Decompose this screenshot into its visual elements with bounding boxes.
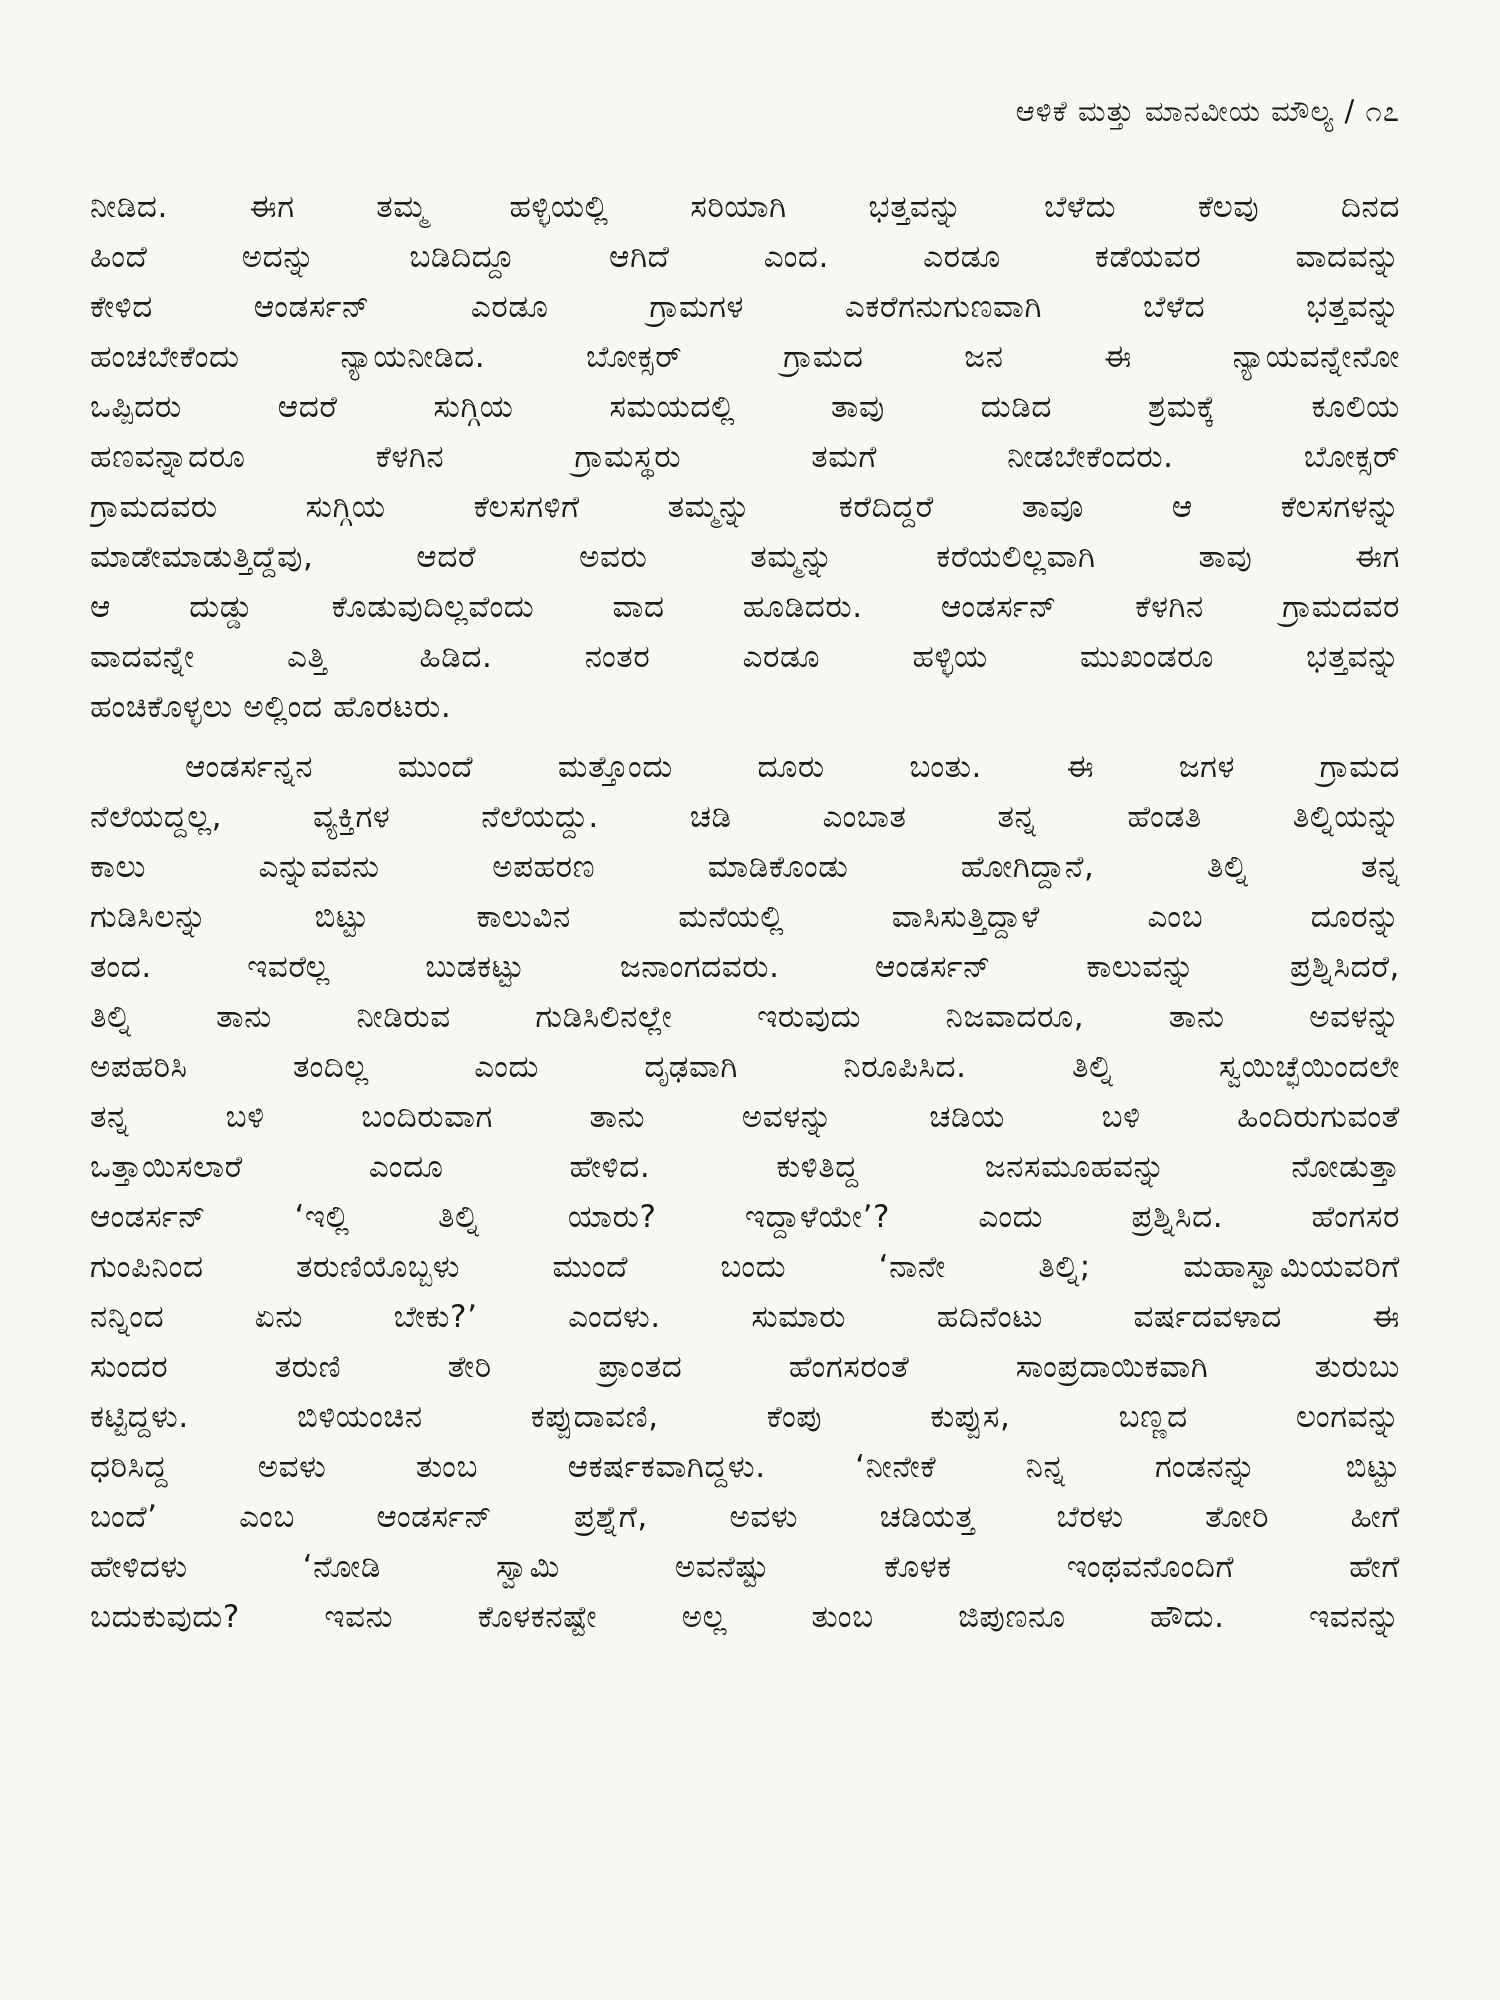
text-line: ತಂದ. ಇವರೆಲ್ಲ ಬುಡಕಟ್ಟು ಜನಾಂಗದವರು. ಆಂಡರ್ಸನ್ ಕಾಲುವನ್ನು ಪ್ರಶ್ನಿಸಿದರೆ, xyxy=(90,949,1400,985)
text-line: ಕೇಳಿದ ಆಂಡರ್ಸನ್ ಎರಡೂ ಗ್ರಾಮಗಳ ಎಕರೆಗನುಗುಣವಾಗಿ ಬೆಳೆದ ಭತ್ತವನ್ನು xyxy=(90,289,1400,325)
text-line: ಗ್ರಾಮದವರು ಸುಗ್ಗಿಯ ಕೆಲಸಗಳಿಗೆ ತಮ್ಮನ್ನು ಕರೆದಿದ್ದರೆ ತಾವೂ ಆ ಕೆಲಸಗಳನ್ನು xyxy=(90,489,1400,525)
text-line: ನೆಲೆಯದ್ದಲ್ಲ, ವ್ಯಕ್ತಿಗಳ ನೆಲೆಯದ್ದು. ಚಡಿ ಎಂಬಾತ ತನ್ನ ಹೆಂಡತಿ ತಿಲ್ನಿಯನ್ನು xyxy=(90,799,1400,835)
text-line: ಧರಿಸಿದ್ದ ಅವಳು ತುಂಬ ಆಕರ್ಷಕವಾಗಿದ್ದಳು. ‘ನೀನೇಕೆ ನಿನ್ನ ಗಂಡನನ್ನು ಬಿಟ್ಟು xyxy=(90,1449,1400,1485)
paragraph-2 xyxy=(90,742,1400,1642)
text-line: ತಿಲ್ನಿ ತಾನು ನೀಡಿರುವ ಗುಡಿಸಿಲಿನಲ್ಲೇ ಇರುವುದು ನಿಜವಾದರೂ, ತಾನು ಅವಳನ್ನು xyxy=(90,999,1400,1035)
text-line: ಬದುಕುವುದು? ಇವನು ಕೊಳಕನಷ್ಟೇ ಅಲ್ಲ ತುಂಬ ಜಿಪುಣನೂ ಹೌದು. ಇವನನ್ನು xyxy=(90,1599,1400,1635)
text-line: ಆಂಡರ್ಸನ್ನನ ಮುಂದೆ ಮತ್ತೊಂದು ದೂರು ಬಂತು. ಈ ಜಗಳ ಗ್ರಾಮದ xyxy=(185,749,1400,785)
text-line: ಸುಂದರ ತರುಣಿ ತೇರಿ ಪ್ರಾಂತದ ಹೆಂಗಸರಂತೆ ಸಾಂಪ್ರದಾಯಿಕವಾಗಿ ತುರುಬು xyxy=(90,1349,1400,1385)
text-line: ಒತ್ತಾಯಿಸಲಾರೆ ಎಂದೂ ಹೇಳಿದ. ಕುಳಿತಿದ್ದ ಜನಸಮೂಹವನ್ನು ನೋಡುತ್ತಾ xyxy=(90,1149,1400,1185)
text-line: ನನ್ನಿಂದ ಏನು ಬೇಕು?’ ಎಂದಳು. ಸುಮಾರು ಹದಿನೆಂಟು ವರ್ಷದವಳಾದ ಈ xyxy=(90,1299,1400,1335)
text-line: ಕಟ್ಟಿದ್ದಳು. ಬಿಳಿಯಂಚಿನ ಕಪ್ಪುದಾವಣಿ, ಕೆಂಪು ಕುಪ್ಪುಸ, ಬಣ್ಣದ ಲಂಗವನ್ನು xyxy=(90,1399,1400,1435)
paragraph-1 xyxy=(90,182,1400,732)
text-line: ಹಂಚಬೇಕೆಂದು ನ್ಯಾಯನೀಡಿದ. ಬೋಕ್ಸರ್ ಗ್ರಾಮದ ಜನ ಈ ನ್ಯಾಯವನ್ನೇನೋ xyxy=(90,339,1400,375)
text-line: ಬಂದೆ’ ಎಂಬ ಆಂಡರ್ಸನ್ ಪ್ರಶ್ನೆಗೆ, ಅವಳು ಚಡಿಯತ್ತ ಬೆರಳು ತೋರಿ ಹೀಗೆ xyxy=(90,1499,1400,1535)
text-line: ಮಾಡೇಮಾಡುತ್ತಿದ್ದೆವು, ಆದರೆ ಅವರು ತಮ್ಮನ್ನು ಕರೆಯಲಿಲ್ಲವಾಗಿ ತಾವು ಈಗ xyxy=(90,539,1400,575)
text-line: ಹಣವನ್ನಾದರೂ ಕೆಳಗಿನ ಗ್ರಾಮಸ್ಥರು ತಮಗೆ ನೀಡಬೇಕೆಂದರು. ಬೋಕ್ಸರ್ xyxy=(90,439,1400,475)
text-line: ಅಪಹರಿಸಿ ತಂದಿಲ್ಲ ಎಂದು ದೃಢವಾಗಿ ನಿರೂಪಿಸಿದ. ತಿಲ್ನಿ ಸ್ವಯಿಚ್ಛೆಯಿಂದಲೇ xyxy=(90,1049,1400,1085)
text-line: ಕಾಲು ಎನ್ನುವವನು ಅಪಹರಣ ಮಾಡಿಕೊಂಡು ಹೋಗಿದ್ದಾನೆ, ತಿಲ್ನಿ ತನ್ನ xyxy=(90,849,1400,885)
text-line: ಆಂಡರ್ಸನ್ ‘ಇಲ್ಲಿ ತಿಲ್ನಿ ಯಾರು? ಇದ್ದಾಳೆಯೇ’? ಎಂದು ಪ್ರಶ್ನಿಸಿದ. ಹೆಂಗಸರ xyxy=(90,1199,1400,1235)
text-line: ಗುಡಿಸಿಲನ್ನು ಬಿಟ್ಟು ಕಾಲುವಿನ ಮನೆಯಲ್ಲಿ ವಾಸಿಸುತ್ತಿದ್ದಾಳೆ ಎಂಬ ದೂರನ್ನು xyxy=(90,899,1400,935)
text-line: ಒಪ್ಪಿದರು ಆದರೆ ಸುಗ್ಗಿಯ ಸಮಯದಲ್ಲಿ ತಾವು ದುಡಿದ ಶ್ರಮಕ್ಕೆ ಕೂಲಿಯ xyxy=(90,389,1400,425)
text-line: ವಾದವನ್ನೇ ಎತ್ತಿ ಹಿಡಿದ. ನಂತರ ಎರಡೂ ಹಳ್ಳಿಯ ಮುಖಂಡರೂ ಭತ್ತವನ್ನು xyxy=(90,639,1400,675)
text-line: ಹಿಂದೆ ಅದನ್ನು ಬಡಿದಿದ್ದೂ ಆಗಿದೆ ಎಂದ. ಎರಡೂ ಕಡೆಯವರ ವಾದವನ್ನು xyxy=(90,239,1400,275)
text-line: ಆ ದುಡ್ಡು ಕೊಡುವುದಿಲ್ಲವೆಂದು ವಾದ ಹೂಡಿದರು. ಆಂಡರ್ಸನ್ ಕೆಳಗಿನ ಗ್ರಾಮದವರ xyxy=(90,589,1400,625)
text-line: ಹೇಳಿದಳು ‘ನೋಡಿ ಸ್ವಾಮಿ ಅವನೆಷ್ಟು ಕೊಳಕ ಇಂಥವನೊಂದಿಗೆ ಹೇಗೆ xyxy=(90,1549,1400,1585)
running-header: ಆಳಿಕೆ ಮತ್ತು ಮಾನವೀಯ ಮೌಲ್ಯ / ೧೭ xyxy=(1015,94,1400,128)
text-line: ತನ್ನ ಬಳಿ ಬಂದಿರುವಾಗ ತಾನು ಅವಳನ್ನು ಚಡಿಯ ಬಳಿ ಹಿಂದಿರುಗುವಂತೆ xyxy=(90,1099,1400,1135)
text-line: ಗುಂಪಿನಿಂದ ತರುಣಿಯೊಬ್ಬಳು ಮುಂದೆ ಬಂದು ‘ನಾನೇ ತಿಲ್ನಿ; ಮಹಾಸ್ವಾಮಿಯವರಿಗೆ xyxy=(90,1249,1400,1285)
text-line: ನೀಡಿದ. ಈಗ ತಮ್ಮ ಹಳ್ಳಿಯಲ್ಲಿ ಸರಿಯಾಗಿ ಭತ್ತವನ್ನು ಬೆಳೆದು ಕೆಲವು ದಿನದ xyxy=(90,189,1400,225)
body-text xyxy=(90,182,1400,1642)
text-line: ಹಂಚಿಕೊಳ್ಳಲು ಅಲ್ಲಿಂದ ಹೊರಟರು. xyxy=(90,689,452,725)
